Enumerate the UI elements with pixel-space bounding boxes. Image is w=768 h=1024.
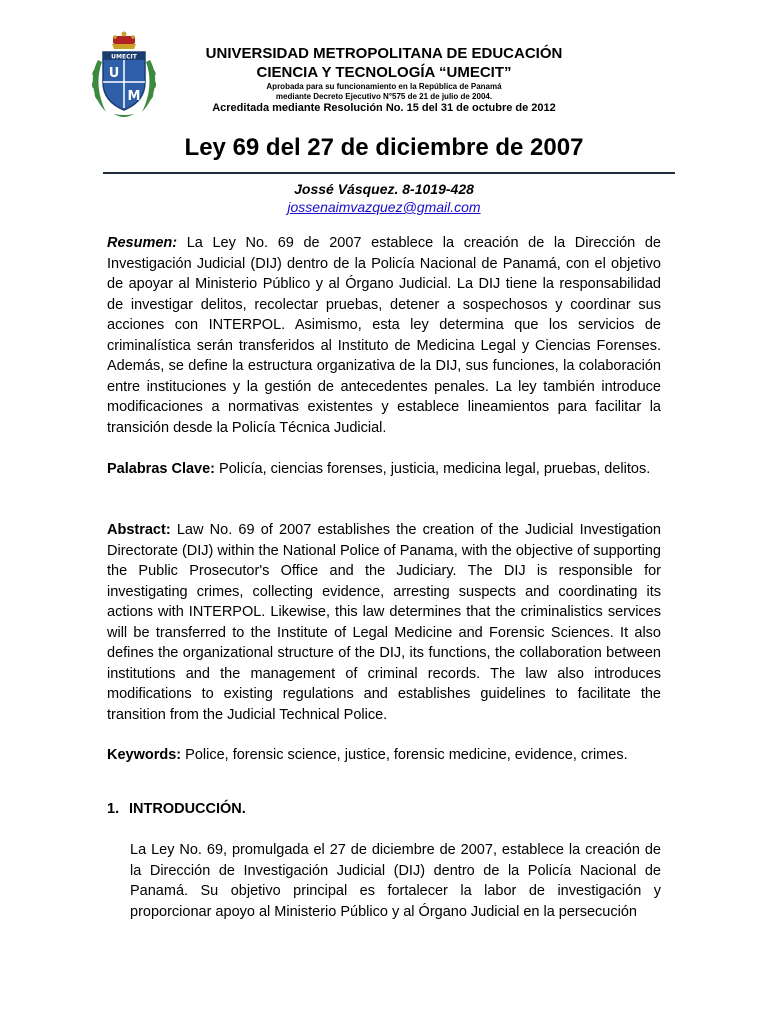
university-logo: [84, 30, 164, 122]
university-name-line1: UNIVERSIDAD METROPOLITANA DE EDUCACIÓN: [205, 45, 563, 62]
palabras-clave-label: Palabras Clave:: [107, 461, 216, 477]
section-heading-introduccion: [107, 799, 246, 819]
introduccion-paragraph: La Ley No. 69, promulgada el 27 de diciembre de 2007, establece la creación de la Dirección de Investigación Judicial (DIJ) dentro de la Policía Nacional de Panamá. Su objetivo principal es fortalecer la labor de investigación y proporcionar apoyo al Ministerio Público y al Órgano Judicial en la persecución: [130, 842, 661, 920]
university-name-line2: CIENCIA Y TECNOLOGÍA “UMECIT”: [256, 64, 512, 81]
section-number: 1.: [107, 801, 120, 817]
crown-icon: [112, 32, 136, 50]
title-divider: [103, 172, 675, 174]
keywords-text: Police, forensic science, justice, forensic medicine, evidence, crimes.: [181, 747, 628, 763]
author-line: Jossé Vásquez. 8-1019-428: [294, 181, 474, 197]
accreditation-line: Acreditada mediante Resolución No. 15 del 31 de octubre de 2012: [212, 102, 556, 114]
svg-text:U: U: [108, 66, 120, 81]
approval-line1: Aprobada para su funcionamiento en la República de Panamá: [266, 82, 502, 91]
resumen-paragraph: [107, 233, 661, 438]
resumen-label: Resumen:: [107, 235, 178, 251]
resumen-text: La Ley No. 69 de 2007 establece la creación de la Dirección de Investigación Judicial (DIJ) dentro de la Policía Nacional de Panamá, con el objetivo de apoyar al Ministerio Público y al Órgano Judicial. La DIJ tiene la responsabilidad de investigar delitos, recolectar pruebas, detener a sospechosos y coordinar sus acciones con INTERPOL. Asimismo, esta ley determina que los servicios de criminalística serán transferidos al Instituto de Medicina Legal y Ciencias Forenses. Además, se define la estructura organizativa de la DIJ, sus funciones, la colaboración entre instituciones y la gestión de antecedentes penales. La ley también introduce modificaciones a normativas existentes y establece lineamientos para facilitar la transición desde la Policía Técnica Judicial.: [107, 235, 661, 436]
abstract-paragraph: [107, 520, 661, 725]
palabras-clave-paragraph: [107, 459, 661, 480]
svg-text:M: M: [127, 89, 141, 104]
abstract-text: Law No. 69 of 2007 establishes the creation of the Judicial Investigation Directorate (DIJ) within the National Police of Panama, with the objective of supporting the Public Prosecutor's Office and the Judiciary. The DIJ is responsible for investigating crimes, collecting evidence, arresting suspects and coordinating its actions with INTERPOL. Likewise, this law determines that the criminalistics services will be transferred to the Institute of Legal Medicine and Forensic Sciences. It also defines the organizational structure of the DIJ, its functions, the collaboration between institutions and the management of criminal records. The law also introduces modifications to existing regulations and establishes guidelines to facilitate the transition from the Judicial Technical Police.: [107, 522, 661, 723]
abstract-label: Abstract:: [107, 522, 171, 538]
svg-text:UMECIT: UMECIT: [111, 53, 137, 61]
approval-line2: mediante Decreto Ejecutivo N°575 de 21 de julio de 2004.: [275, 92, 493, 101]
author-email-link[interactable]: jossenaimvazquez@gmail.com: [287, 199, 481, 215]
section-title: INTRODUCCIÓN.: [129, 801, 246, 817]
keywords-paragraph: [107, 745, 661, 766]
keywords-label: Keywords:: [107, 747, 182, 763]
palabras-clave-text: Policía, ciencias forenses, justicia, medicina legal, pruebas, delitos.: [215, 461, 651, 477]
shield-icon: [103, 52, 145, 110]
document-title: Ley 69 del 27 de diciembre de 2007: [184, 134, 584, 161]
